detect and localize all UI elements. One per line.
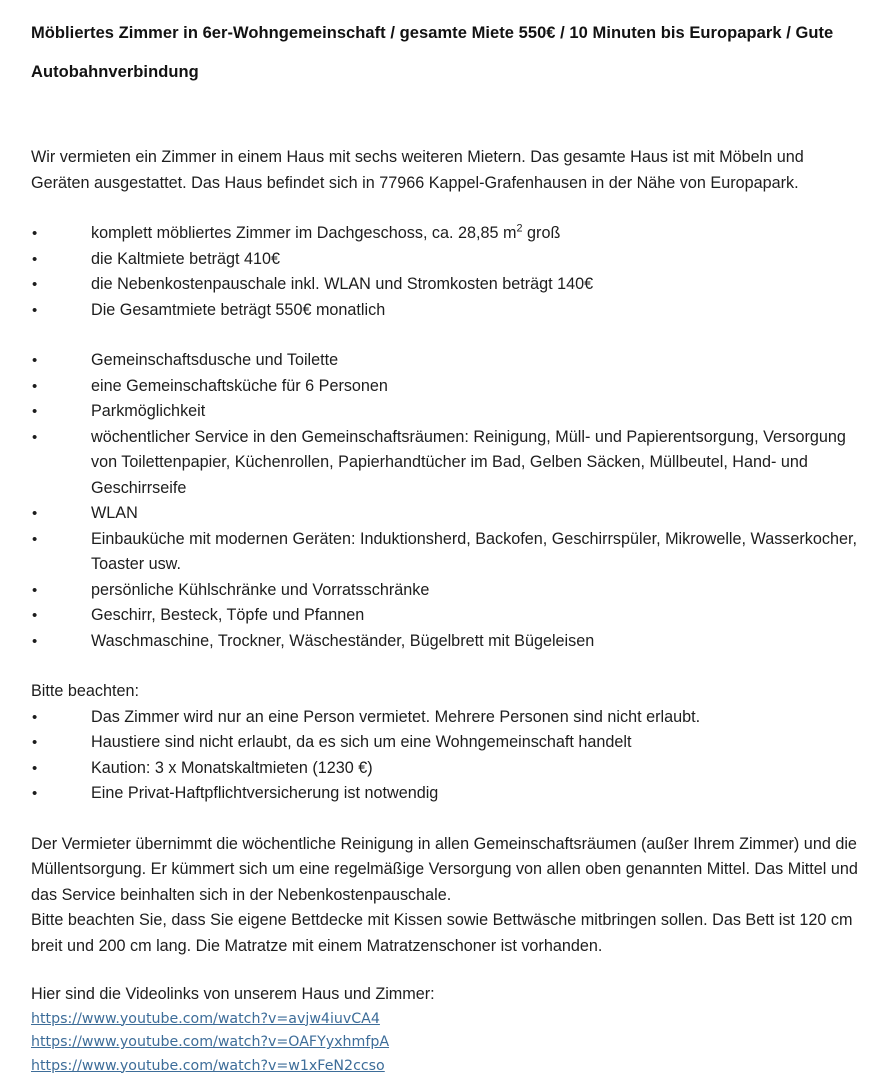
list-item: • Gemeinschaftsdusche und Toilette (31, 348, 860, 374)
spacer (31, 92, 860, 117)
list-item: • Das Zimmer wird nur an eine Person vermietet. Mehrere Personen sind nicht erlaubt. (31, 705, 860, 731)
list-item (31, 221, 860, 247)
list-item: • wöchentlicher Service in den Gemeinschaftsräumen: Reinigung, Müll- und Papierentsorgung, Versorgung von Toilettenpapier, Küchenrollen, Papierhandtücher im Bad, Gelben Säcken, Müllbeutel, Hand- und Geschirrseife (31, 425, 860, 502)
notice-list (31, 705, 860, 807)
list-item: • WLAN (31, 501, 860, 527)
video-link[interactable]: https://www.youtube.com/watch?v=OAFYyxhmfpA (31, 1031, 860, 1055)
spacer (31, 196, 860, 221)
list-item: • Parkmöglichkeit (31, 399, 860, 425)
list-item: • die Kaltmiete beträgt 410€ (31, 247, 860, 273)
intro-paragraph: Wir vermieten ein Zimmer in einem Haus mit sechs weiteren Mietern. Das gesamte Haus ist mit Möbeln und Geräten ausgestattet. Das Haus befindet sich in 77966 Kappel-Grafenhausen in der Nähe von Europapark. (31, 145, 859, 196)
superscript-two: 2 (517, 223, 523, 235)
amenities-list (31, 348, 860, 654)
spacer (31, 959, 860, 982)
bedding-paragraph: Bitte beachten Sie, dass Sie eigene Bettdecke mit Kissen sowie Bettwäsche mitbringen sollen. Das Bett ist 120 cm breit und 200 cm lang. Die Matratze mit einem Matratzenschoner ist vorhanden. (31, 908, 859, 959)
list-item: • Kaution: 3 x Monatskaltmieten (1230 €) (31, 756, 860, 782)
spacer (31, 323, 860, 348)
notice-heading: Bitte beachten: (31, 679, 859, 705)
list-item: • Eine Privat-Haftpflichtversicherung ist notwendig (31, 781, 860, 807)
spacer (31, 654, 860, 679)
landlord-paragraph: Der Vermieter übernimmt die wöchentliche Reinigung in allen Gemeinschaftsräumen (außer Ihrem Zimmer) und die Müllentsorgung. Er kümmert sich um eine regelmäßige Versorgung von allen oben genannten Mittel. Das Mittel und das Service beinhalten sich in der Nebenkostenpauschale. (31, 832, 859, 909)
price-list (31, 221, 860, 323)
list-item-text-suffix: groß (523, 224, 561, 242)
videos-heading: Hier sind die Videolinks von unserem Haus und Zimmer: (31, 982, 859, 1008)
list-item: • Die Gesamtmiete beträgt 550€ monatlich (31, 298, 860, 324)
list-item: • Waschmaschine, Trockner, Wäscheständer, Bügelbrett mit Bügeleisen (31, 629, 860, 655)
list-item: • eine Gemeinschaftsküche für 6 Personen (31, 374, 860, 400)
page-title: Möbliertes Zimmer in 6er-Wohngemeinschaft / gesamte Miete 550€ / 10 Minuten bis Europapark / Gute Autobahnverbindung (31, 14, 860, 92)
video-links (31, 1008, 860, 1078)
video-link[interactable]: https://www.youtube.com/watch?v=avjw4iuvCA4 (31, 1008, 860, 1032)
list-item: • persönliche Kühlschränke und Vorratsschränke (31, 578, 860, 604)
list-item-text-prefix: komplett möbliertes Zimmer im Dachgeschoss, ca. 28,85 m (91, 224, 517, 242)
list-item: • Haustiere sind nicht erlaubt, da es sich um eine Wohngemeinschaft handelt (31, 730, 860, 756)
video-link[interactable]: https://www.youtube.com/watch?v=w1xFeN2ccso (31, 1055, 860, 1078)
list-item: • Einbauküche mit modernen Geräten: Induktionsherd, Backofen, Geschirrspüler, Mikrowelle, Wasserkocher, Toaster usw. (31, 527, 860, 578)
list-item: • Geschirr, Besteck, Töpfe und Pfannen (31, 603, 860, 629)
list-item: • die Nebenkostenpauschale inkl. WLAN und Stromkosten beträgt 140€ (31, 272, 860, 298)
spacer (31, 807, 860, 832)
